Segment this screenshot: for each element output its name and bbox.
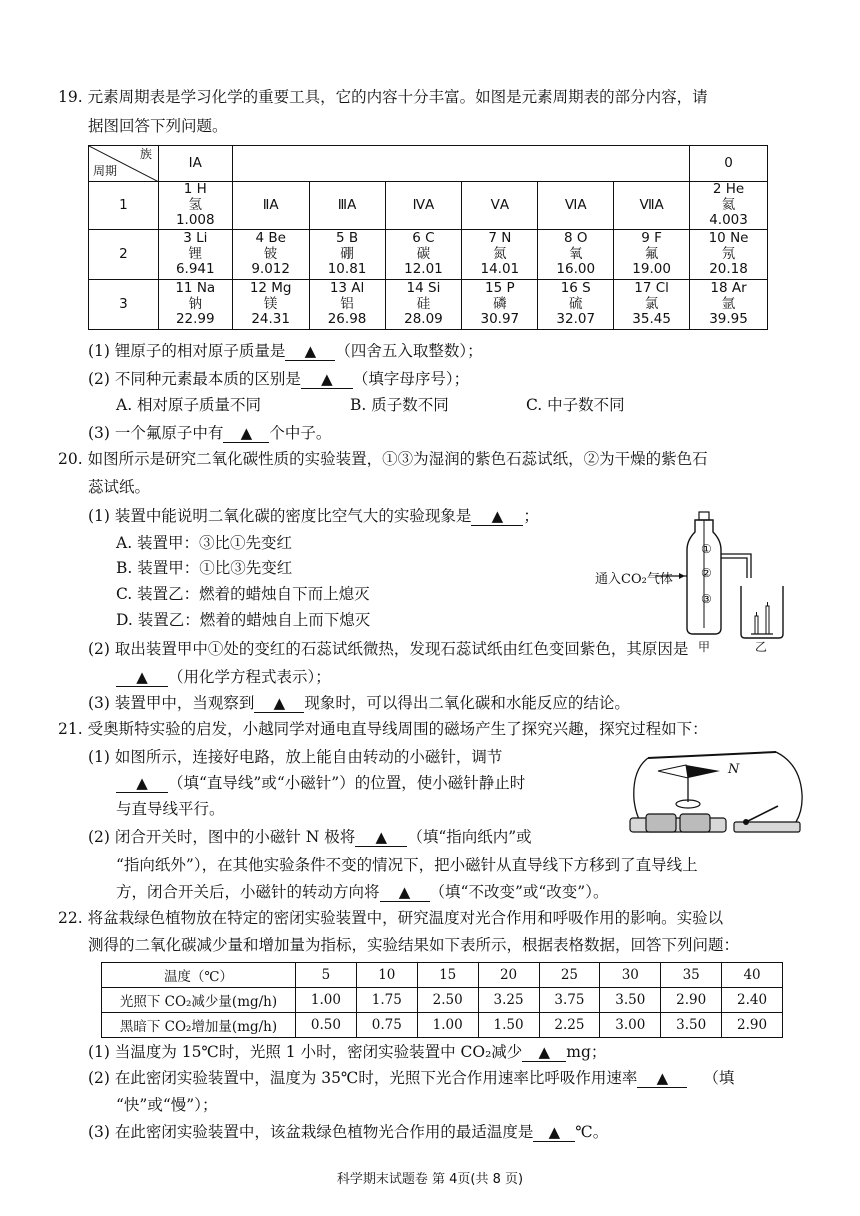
element-sym: 9 F: [641, 230, 662, 247]
element-mass: 9.012: [251, 261, 290, 278]
corner-group-label: 族: [139, 147, 152, 161]
q19-part3: [88, 424, 331, 443]
group-header-ia: IA: [158, 146, 232, 182]
q21-part2-line1: [88, 828, 532, 847]
value-cell: 0.50: [296, 1013, 357, 1038]
q19-part3-text: (3) 一个氟原子中有: [88, 424, 224, 442]
element-sym: 6 C: [412, 230, 435, 247]
element-cell: [690, 280, 768, 330]
q19-option-a: A. 相对原子质量不同: [116, 396, 262, 414]
element-name: 硅: [416, 295, 431, 312]
q22-part1-text: (1) 当温度为 15℃时，光照 1 小时，密闭实验装置中 CO₂减少: [88, 1043, 523, 1061]
answer-blank-q19-3[interactable]: ▲: [223, 425, 269, 443]
period-label: 2: [89, 230, 159, 280]
q21-stem: 21. 受奥斯特实验的启发，小越同学对通电直导线周围的磁场产生了探究兴趣，探究过程如下：: [58, 720, 708, 738]
q22-part2-line2: “快”或“慢”）；: [116, 1096, 218, 1114]
element-sym: 4 Be: [255, 230, 286, 247]
element-name: 铝: [340, 295, 354, 312]
element-mass: 35.45: [632, 311, 671, 328]
value-cell: 2.90: [661, 988, 722, 1013]
element-mass: 12.01: [404, 261, 443, 278]
element-mass: 1.008: [175, 212, 215, 229]
element-name: 氩: [721, 295, 736, 312]
q19-stem-line1: 19. 元素周期表是学习化学的重要工具，它的内容十分丰富。如图是元素周期表的部分内容，请: [58, 88, 708, 106]
row-label-dark: 黑暗下 CO₂增加量(mg/h): [102, 1013, 296, 1038]
value-cell: 2.90: [722, 1013, 783, 1038]
element-cell: [614, 230, 690, 280]
q21-part2-line3-tail: （填“不改变”或“改变”）。: [429, 883, 609, 901]
answer-blank-q21-1[interactable]: ▲: [116, 775, 168, 793]
element-sym: 2 He: [712, 181, 745, 198]
answer-blank-q19-1[interactable]: ▲: [285, 343, 335, 361]
page-footer: 科学期末试题卷 第 4页(共 8 页): [336, 1172, 524, 1187]
element-sym: 14 Si: [406, 280, 441, 297]
element-sym: 18 Ar: [710, 280, 747, 297]
element-mass: 26.98: [327, 311, 367, 328]
temp-cell: 15: [417, 963, 478, 988]
q22-part2-text: (2) 在此密闭实验装置中，温度为 35℃时，光照下光合作用速率比呼吸作用速率: [88, 1069, 638, 1087]
element-sym: 17 Cl: [634, 280, 669, 297]
q21-part2-tail: （填“指向纸内”或: [407, 828, 532, 846]
group-header-cell: ⅥA: [538, 182, 614, 230]
element-name: 氖: [721, 245, 736, 262]
element-mass: 16.00: [556, 261, 596, 278]
element-name: 氯: [644, 295, 659, 312]
temp-cell: 40: [722, 963, 783, 988]
element-mass: 32.07: [556, 311, 596, 328]
element-mass: 20.18: [709, 261, 748, 278]
period-label: 1: [89, 182, 159, 230]
value-cell: 3.50: [661, 1013, 722, 1038]
q19-part1-text: (1) 锂原子的相对原子质量是: [88, 342, 286, 360]
answer-blank-q22-2[interactable]: ▲: [637, 1070, 687, 1088]
element-cell: [158, 230, 232, 280]
element-mass: 22.99: [175, 311, 215, 328]
group-header-0: 0: [690, 146, 768, 182]
answer-blank-q21-3[interactable]: ▲: [380, 884, 430, 902]
q20-part3-tail: 现象时，可以得出二氧化碳和水能反应的结论。: [304, 694, 630, 712]
q20-stem-line1: 20. 如图所示是研究二氧化碳性质的实验装置，①③为湿润的紫色石蕊试纸，②为干燥的紫色石: [58, 450, 708, 468]
answer-blank-q20-2[interactable]: ▲: [116, 669, 168, 687]
answer-blank-q19-2[interactable]: ▲: [301, 371, 353, 389]
temp-cell: 10: [356, 963, 417, 988]
element-mass: 6.941: [175, 261, 215, 278]
q20-part1: [88, 507, 539, 526]
q20-option-c: C. 装置乙：燃着的蜡烛自下而上熄灭: [116, 585, 370, 603]
element-name: 磷: [493, 295, 507, 312]
temp-cell: 20: [478, 963, 539, 988]
element-cell: [614, 280, 690, 330]
element-mass: 4.003: [709, 212, 748, 229]
answer-blank-q22-1[interactable]: ▲: [522, 1044, 566, 1062]
temp-cell: 30: [600, 963, 661, 988]
element-sym: 10 Ne: [708, 230, 749, 247]
q20-part1-tail: ；: [523, 507, 539, 525]
element-cell: [690, 230, 768, 280]
compass-n-label: N: [728, 762, 740, 777]
q19-option-c: C. 中子数不同: [526, 396, 625, 414]
element-name: 镁: [263, 295, 278, 312]
element-cell: [538, 280, 614, 330]
value-cell: 1.00: [417, 1013, 478, 1038]
q19-option-b: B. 质子数不同: [350, 396, 449, 414]
q19-part1: [88, 342, 483, 361]
q19-part3-tail: 个中子。: [269, 424, 332, 442]
element-sym: 3 Li: [183, 230, 208, 247]
element-cell: [538, 230, 614, 280]
element-sym: 8 O: [563, 230, 588, 247]
q20-part2-line1: (2) 取出装置甲中①处的变红的石蕊试纸微热，发现石蕊试纸由红色变回紫色，其原因是: [88, 640, 689, 658]
oersted-circuit-drawing: [628, 740, 806, 840]
q21-part1-line2: [116, 774, 525, 793]
value-cell: 3.25: [478, 988, 539, 1013]
table-corner-cell: [89, 146, 159, 182]
q21-part1-tail: （填“直导线”或“小磁针”）的位置，使小磁针静止时: [168, 774, 526, 792]
q22-part3-tail: ℃。: [575, 1123, 609, 1141]
q19-part2-text: (2) 不同种元素最本质的区别是: [88, 370, 301, 388]
element-cell: [309, 280, 385, 330]
q19-stem-line2: 据图回答下列问题。: [88, 117, 228, 135]
element-cell: [385, 280, 462, 330]
element-cell: [309, 230, 385, 280]
q22-part3-text: (3) 在此密闭实验装置中，该盆栽绿色植物光合作用的最适温度是: [88, 1123, 534, 1141]
group-header-cell: ⅢA: [309, 182, 385, 230]
element-cell: [385, 230, 462, 280]
value-cell: 1.00: [296, 988, 357, 1013]
element-name: 钠: [188, 295, 203, 312]
temp-cell: 5: [296, 963, 357, 988]
apparatus-label-yi: 乙: [755, 640, 768, 654]
q21-part2-line2: “指向纸外”），在其他实验条件不变的情况下，把小磁针从直导线下方移到了直导线上: [116, 856, 698, 874]
group-header-cell: ⅣA: [385, 182, 462, 230]
q20-option-d: D. 装置乙：燃着的蜡烛自上而下熄灭: [116, 611, 371, 629]
q20-part3-text: (3) 装置甲中，当观察到: [88, 694, 255, 712]
element-mass: 39.95: [709, 311, 748, 328]
temp-header-cell: 温度（℃）: [102, 963, 296, 988]
element-sym: 15 P: [485, 280, 515, 297]
q19-part1-tail: （四舍五入取整数）；: [335, 342, 483, 360]
group-header-cell: ⅦA: [614, 182, 690, 230]
value-cell: 1.50: [478, 1013, 539, 1038]
element-mass: 24.31: [251, 311, 290, 328]
q20-part2-line2: [116, 668, 331, 687]
co2-apparatus-figure: [595, 510, 805, 654]
group-header-cell: ⅤA: [462, 182, 538, 230]
element-mass: 30.97: [480, 311, 520, 328]
temp-cell: 25: [539, 963, 600, 988]
q20-option-a: A. 装置甲：③比①先变红: [116, 534, 293, 552]
element-name: 氧: [568, 245, 583, 262]
q21-part2-line3: [116, 883, 608, 902]
element-cell: [690, 182, 768, 230]
q21-part1-line1: (1) 如图所示，连接好电路，放上能自由转动的小磁针，调节: [88, 748, 503, 766]
q22-stem-line1: 22. 将盆栽绿色植物放在特定的密闭实验装置中，研究温度对光合作用和呼吸作用的影响。实验以: [58, 909, 724, 927]
value-cell: 1.75: [356, 988, 417, 1013]
element-name: 氮: [493, 245, 507, 262]
row-label-light: 光照下 CO₂减少量(mg/h): [102, 988, 296, 1013]
q22-part1: [88, 1043, 606, 1062]
element-sym: 7 N: [488, 230, 512, 247]
litmus-marker-3: ③: [701, 592, 712, 606]
answer-blank-q20-1[interactable]: ▲: [471, 508, 523, 526]
element-mass: 14.01: [480, 261, 520, 278]
litmus-marker-1: ①: [701, 542, 712, 556]
periodic-table: [88, 145, 768, 330]
group-header-cell: ⅡA: [232, 182, 309, 230]
q21-part2-line3-text: 方，闭合开关后，小磁针的转动方向将: [116, 883, 380, 901]
q19-part2-tail: （填字母序号）；: [352, 370, 470, 388]
element-name: 铍: [263, 245, 278, 262]
element-sym: 11 Na: [175, 280, 216, 297]
q20-part1-text: (1) 装置中能说明二氧化碳的密度比空气大的实验现象是: [88, 507, 472, 525]
element-mass: 19.00: [632, 261, 671, 278]
q20-stem-line2: 蕊试纸。: [88, 478, 151, 496]
value-cell: 3.50: [600, 988, 661, 1013]
element-cell: [158, 182, 232, 230]
element-sym: 1 H: [183, 181, 207, 198]
q22-stem-line2: 测得的二氧化碳减少量和增加量为指标，实验结果如下表所示，根据表格数据，回答下列问题：: [88, 936, 740, 954]
element-name: 氟: [644, 245, 659, 262]
q22-part2-tail: （填: [703, 1069, 735, 1087]
element-cell: [232, 230, 309, 280]
group-header-blank: [232, 146, 689, 182]
element-name: 锂: [188, 245, 203, 262]
answer-blank-q22-3[interactable]: ▲: [533, 1124, 575, 1142]
q21-part2-text: (2) 闭合开关时，图中的小磁针 N 极将: [88, 828, 356, 846]
value-cell: 3.75: [539, 988, 600, 1013]
value-cell: 3.00: [600, 1013, 661, 1038]
element-cell: [232, 280, 309, 330]
value-cell: 2.25: [539, 1013, 600, 1038]
value-cell: 2.40: [722, 988, 783, 1013]
q22-part3: [88, 1123, 608, 1142]
element-sym: 16 S: [560, 280, 591, 297]
element-sym: 5 B: [335, 230, 359, 247]
experiment-table: [101, 962, 783, 1038]
q19-part2: [88, 370, 469, 389]
element-sym: 13 Al: [329, 280, 365, 297]
q21-part1-line3: 与直导线平行。: [116, 800, 225, 818]
answer-blank-q20-3[interactable]: ▲: [254, 695, 304, 713]
element-mass: 10.81: [327, 261, 367, 278]
answer-blank-q21-2[interactable]: ▲: [355, 829, 407, 847]
value-cell: 2.50: [417, 988, 478, 1013]
litmus-marker-2: ②: [701, 566, 712, 580]
q20-part2-tail: （用化学方程式表示）；: [168, 668, 331, 686]
element-name: 氢: [188, 196, 203, 213]
temp-cell: 35: [661, 963, 722, 988]
element-name: 硼: [340, 245, 354, 262]
period-label: 3: [89, 280, 159, 330]
q20-option-b: B. 装置甲：①比③先变红: [116, 559, 293, 577]
element-cell: [462, 280, 538, 330]
element-mass: 28.09: [404, 311, 443, 328]
q22-part2-line1: [88, 1069, 734, 1088]
q22-part1-tail: mg；: [566, 1043, 607, 1061]
corner-period-label: 周期: [93, 164, 118, 179]
element-name: 氦: [721, 196, 736, 213]
co2-inlet-label: 通入CO₂气体: [595, 572, 673, 587]
element-cell: [462, 230, 538, 280]
element-name: 硫: [568, 295, 583, 312]
element-name: 碳: [416, 245, 431, 262]
value-cell: 0.75: [356, 1013, 417, 1038]
q20-part3: [88, 694, 630, 713]
element-cell: [158, 280, 232, 330]
element-sym: 12 Mg: [249, 280, 292, 297]
apparatus-label-jia: 甲: [698, 640, 711, 654]
oersted-circuit-figure: [628, 740, 806, 840]
